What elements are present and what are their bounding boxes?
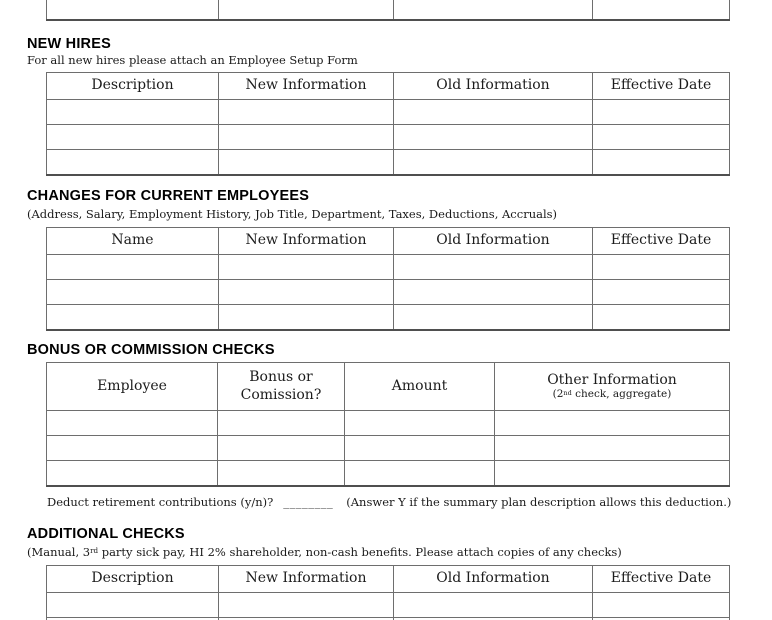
empty-cell[interactable]	[219, 593, 394, 618]
empty-cell[interactable]	[345, 411, 495, 436]
column-header-description: Description	[47, 73, 219, 100]
empty-cell[interactable]	[47, 461, 218, 486]
new-hires-table	[46, 72, 730, 176]
table-row	[47, 125, 730, 150]
empty-cell[interactable]	[394, 150, 593, 175]
column-header-employee: Employee	[47, 363, 218, 411]
column-header-new-information: New Information	[219, 73, 394, 100]
section-heading-new-hires: NEW HIRES	[27, 36, 111, 52]
retirement-deduction-note: (Answer Y if the summary plan description allows this deduction.)	[346, 495, 732, 509]
top-partial-table	[46, 0, 730, 21]
column-header-old-information: Old Information	[394, 228, 593, 255]
table-row	[47, 593, 730, 618]
column-header-description: Description	[47, 566, 219, 593]
column-header-bonus-or-comission: Bonus or Comission?	[218, 363, 345, 411]
table-header-row	[47, 73, 730, 100]
empty-cell[interactable]	[593, 255, 730, 280]
empty-cell[interactable]	[593, 305, 730, 330]
section-subtext-new-hires: For all new hires please attach an Employee Setup Form	[27, 53, 358, 67]
column-header-other-information: Other Information (2nd check, aggregate)	[495, 363, 730, 411]
column-header-effective-date: Effective Date	[593, 566, 730, 593]
table-row	[47, 150, 730, 175]
table-row	[47, 100, 730, 125]
empty-cell[interactable]	[219, 280, 394, 305]
empty-cell[interactable]	[593, 150, 730, 175]
empty-cell[interactable]	[219, 305, 394, 330]
empty-cell[interactable]	[47, 411, 218, 436]
empty-cell[interactable]	[219, 150, 394, 175]
empty-cell[interactable]	[219, 125, 394, 150]
column-header-effective-date: Effective Date	[593, 228, 730, 255]
empty-cell[interactable]	[394, 593, 593, 618]
empty-cell[interactable]	[495, 411, 730, 436]
empty-cell[interactable]	[495, 436, 730, 461]
section-subtext-additional: (Manual, 3rd party sick pay, HI 2% shareholder, non-cash benefits. Please attach copies of any checks)	[27, 545, 622, 559]
table-header-row	[47, 566, 730, 593]
empty-cell[interactable]	[47, 305, 219, 330]
empty-cell[interactable]	[47, 100, 219, 125]
column-header-old-information: Old Information	[394, 73, 593, 100]
empty-cell[interactable]	[593, 125, 730, 150]
empty-cell[interactable]	[495, 461, 730, 486]
empty-cell[interactable]	[219, 0, 394, 20]
empty-cell[interactable]	[218, 461, 345, 486]
empty-cell[interactable]	[593, 593, 730, 618]
column-header-new-information: New Information	[219, 228, 394, 255]
empty-cell[interactable]	[47, 436, 218, 461]
empty-cell[interactable]	[47, 280, 219, 305]
empty-cell[interactable]	[394, 255, 593, 280]
table-row	[47, 255, 730, 280]
column-header-new-information: New Information	[219, 566, 394, 593]
empty-cell[interactable]	[394, 100, 593, 125]
column-header-name: Name	[47, 228, 219, 255]
table-header-row	[47, 228, 730, 255]
other-information-subnote: (2nd check, aggregate)	[552, 388, 672, 401]
empty-cell[interactable]	[47, 0, 219, 20]
empty-cell[interactable]	[218, 436, 345, 461]
empty-cell[interactable]	[345, 461, 495, 486]
table-row	[47, 461, 730, 486]
empty-cell[interactable]	[394, 305, 593, 330]
section-subtext-changes: (Address, Salary, Employment History, Job Title, Department, Taxes, Deductions, Accruals)	[27, 207, 558, 221]
empty-cell[interactable]	[394, 280, 593, 305]
section-heading-additional: ADDITIONAL CHECKS	[27, 526, 185, 542]
empty-cell[interactable]	[593, 0, 730, 20]
retirement-deduction-blank[interactable]: ________	[283, 495, 334, 509]
column-header-old-information: Old Information	[394, 566, 593, 593]
empty-cell[interactable]	[47, 150, 219, 175]
table-header-row	[47, 363, 730, 411]
section-heading-bonus: BONUS OR COMMISSION CHECKS	[27, 342, 275, 358]
empty-cell[interactable]	[47, 593, 219, 618]
section-heading-changes: CHANGES FOR CURRENT EMPLOYEES	[27, 188, 310, 204]
table-row	[47, 0, 730, 20]
empty-cell[interactable]	[219, 100, 394, 125]
changes-table	[46, 227, 730, 331]
empty-cell[interactable]	[593, 100, 730, 125]
empty-cell[interactable]	[394, 0, 593, 20]
table-row	[47, 280, 730, 305]
empty-cell[interactable]	[47, 125, 219, 150]
column-header-amount: Amount	[345, 363, 495, 411]
empty-cell[interactable]	[394, 125, 593, 150]
retirement-deduction-line	[47, 495, 731, 509]
table-row	[47, 305, 730, 330]
empty-cell[interactable]	[345, 436, 495, 461]
empty-cell[interactable]	[218, 411, 345, 436]
empty-cell[interactable]	[47, 255, 219, 280]
bonus-commission-table	[46, 362, 730, 487]
empty-cell[interactable]	[219, 255, 394, 280]
table-row	[47, 411, 730, 436]
retirement-deduction-label: Deduct retirement contributions (y/n)?	[47, 495, 274, 509]
table-row	[47, 436, 730, 461]
empty-cell[interactable]	[593, 280, 730, 305]
column-header-effective-date: Effective Date	[593, 73, 730, 100]
additional-checks-table	[46, 565, 730, 620]
